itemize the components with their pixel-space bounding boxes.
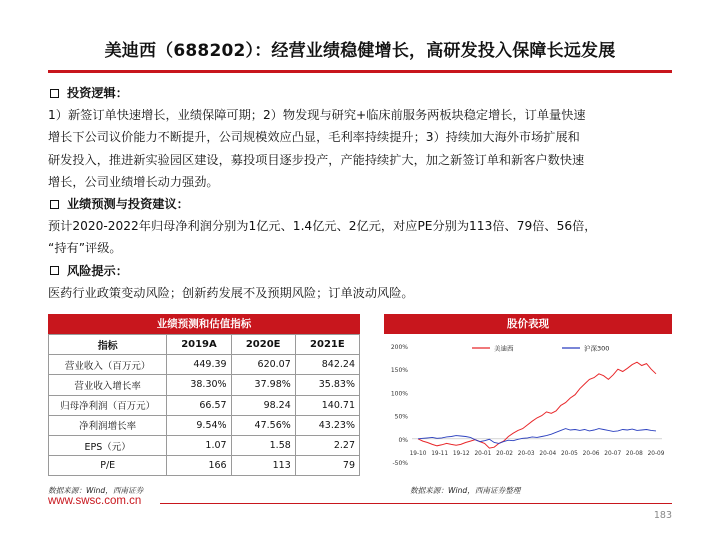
section-heading-label: 业绩预测与投资建议： (67, 197, 189, 212)
table-cell: 140.71 (295, 395, 359, 415)
y-tick-label: -50% (392, 460, 408, 467)
row-label: EPS（元） (49, 435, 167, 455)
row-label: P/E (49, 456, 167, 476)
x-tick-label: 20-01 (474, 450, 492, 457)
section-heading-label: 投资逻辑： (67, 86, 128, 100)
chart-source-note: 数据来源：Wind，西南证券整理 (410, 486, 521, 495)
x-tick-label: 20-09 (647, 450, 665, 457)
paragraph-line: 医药行业政策变动风险；创新药发展不及预期风险；订单波动风险。 (48, 285, 414, 300)
column-header: 2020E (231, 335, 295, 355)
column-header: 2019A (167, 335, 231, 355)
x-tick-label: 20-07 (604, 450, 622, 457)
x-tick-label: 19-11 (431, 450, 449, 457)
table-cell: 166 (167, 456, 231, 476)
stock-performance-chart (384, 334, 672, 484)
table-cell: 43.23% (295, 415, 359, 435)
forecast-paragraph (48, 215, 676, 259)
section-heading-forecast (48, 193, 676, 215)
valuation-table (48, 334, 360, 476)
table-cell: 66.57 (167, 395, 231, 415)
forecast-table (48, 314, 360, 476)
risk-paragraph (48, 282, 676, 304)
table-row (49, 415, 360, 435)
table-row (49, 435, 360, 455)
table-cell: 35.83% (295, 375, 359, 395)
x-tick-label: 20-06 (582, 450, 600, 457)
column-header: 指标 (49, 335, 167, 355)
footer-url[interactable]: www.swsc.com.cn (48, 495, 142, 507)
table-cell: 1.07 (167, 435, 231, 455)
table-cell: 38.30% (167, 375, 231, 395)
table-row (49, 355, 360, 375)
section-heading-logic (48, 82, 676, 104)
row-label: 营业收入增长率 (49, 375, 167, 395)
table-row (49, 395, 360, 415)
series-line-hs300 (418, 429, 656, 444)
paragraph-line: 1）新签订单快速增长，业绩保障可期；2）物发现与研究+临床前服务两板块稳定增长，订单量快速 (48, 108, 586, 123)
table-cell: 842.24 (295, 355, 359, 375)
x-tick-label: 20-05 (561, 450, 578, 457)
table-source-note: 数据来源：Wind，西南证券 (48, 486, 144, 495)
paragraph-line: 研发投入，推进新实验园区建设，募投项目逐步投产，产能持续扩大，加之新签订单和新客户数快速 (48, 152, 585, 167)
stock-chart (384, 314, 672, 484)
y-tick-label: 50% (394, 413, 408, 421)
y-tick-label: 0% (398, 436, 408, 444)
paragraph-line: 预计2020-2022年归母净利润分别为1亿元、1.4亿元、2亿元，对应PE分别为113倍、79倍、56倍， (48, 219, 597, 234)
square-bullet-icon (50, 200, 59, 209)
body-text (48, 82, 676, 304)
x-tick-label: 20-04 (539, 450, 557, 457)
x-tick-label: 19-10 (409, 450, 427, 457)
table-cell: 47.56% (231, 415, 295, 435)
column-header: 2021E (295, 335, 359, 355)
section-heading-risk (48, 260, 676, 282)
section-heading-label: 风险提示： (67, 263, 128, 278)
x-tick-label: 20-03 (517, 450, 535, 457)
y-tick-label: 200% (390, 344, 408, 351)
table-row (49, 456, 360, 476)
table-row (49, 375, 360, 395)
paragraph-line: 增长，公司业绩增长动力强劲。 (48, 174, 219, 189)
table-title: 业绩预测和估值指标 (48, 314, 360, 334)
legend-label: 美迪西 (494, 344, 514, 353)
table-cell: 79 (295, 456, 359, 476)
row-label: 归母净利润（百万元） (49, 395, 167, 415)
table-cell: 113 (231, 456, 295, 476)
x-tick-label: 20-02 (496, 450, 513, 457)
square-bullet-icon (50, 89, 59, 98)
table-cell: 9.54% (167, 415, 231, 435)
legend-label: 沪深300 (584, 344, 610, 353)
row-label: 营业收入（百万元） (49, 355, 167, 375)
table-cell: 37.98% (231, 375, 295, 395)
table-cell: 98.24 (231, 395, 295, 415)
paragraph-line: 增长下公司议价能力不断提升，公司规模效应凸显，毛利率持续提升；3）持续加大海外市场扩展和 (48, 130, 580, 145)
chart-title: 股价表现 (384, 314, 672, 334)
footer-divider (160, 503, 672, 504)
table-cell: 2.27 (295, 435, 359, 455)
table-header-row (49, 335, 360, 355)
table-cell: 1.58 (231, 435, 295, 455)
y-tick-label: 100% (390, 390, 408, 398)
paragraph-line: “持有”评级。 (48, 241, 122, 256)
logic-paragraph (48, 104, 676, 193)
series-line-meidixi (418, 362, 656, 448)
table-cell: 620.07 (231, 355, 295, 375)
y-tick-label: 150% (390, 367, 408, 375)
table-cell: 449.39 (167, 355, 231, 375)
row-label: 净利润增长率 (49, 415, 167, 435)
square-bullet-icon (50, 266, 59, 275)
title-divider (48, 70, 672, 73)
page-number: 183 (653, 510, 672, 521)
page-title: 美迪西（688202）：经营业绩稳健增长，高研发投入保障长远发展 (104, 41, 616, 61)
x-tick-label: 19-12 (452, 450, 470, 457)
x-tick-label: 20-08 (625, 450, 643, 457)
